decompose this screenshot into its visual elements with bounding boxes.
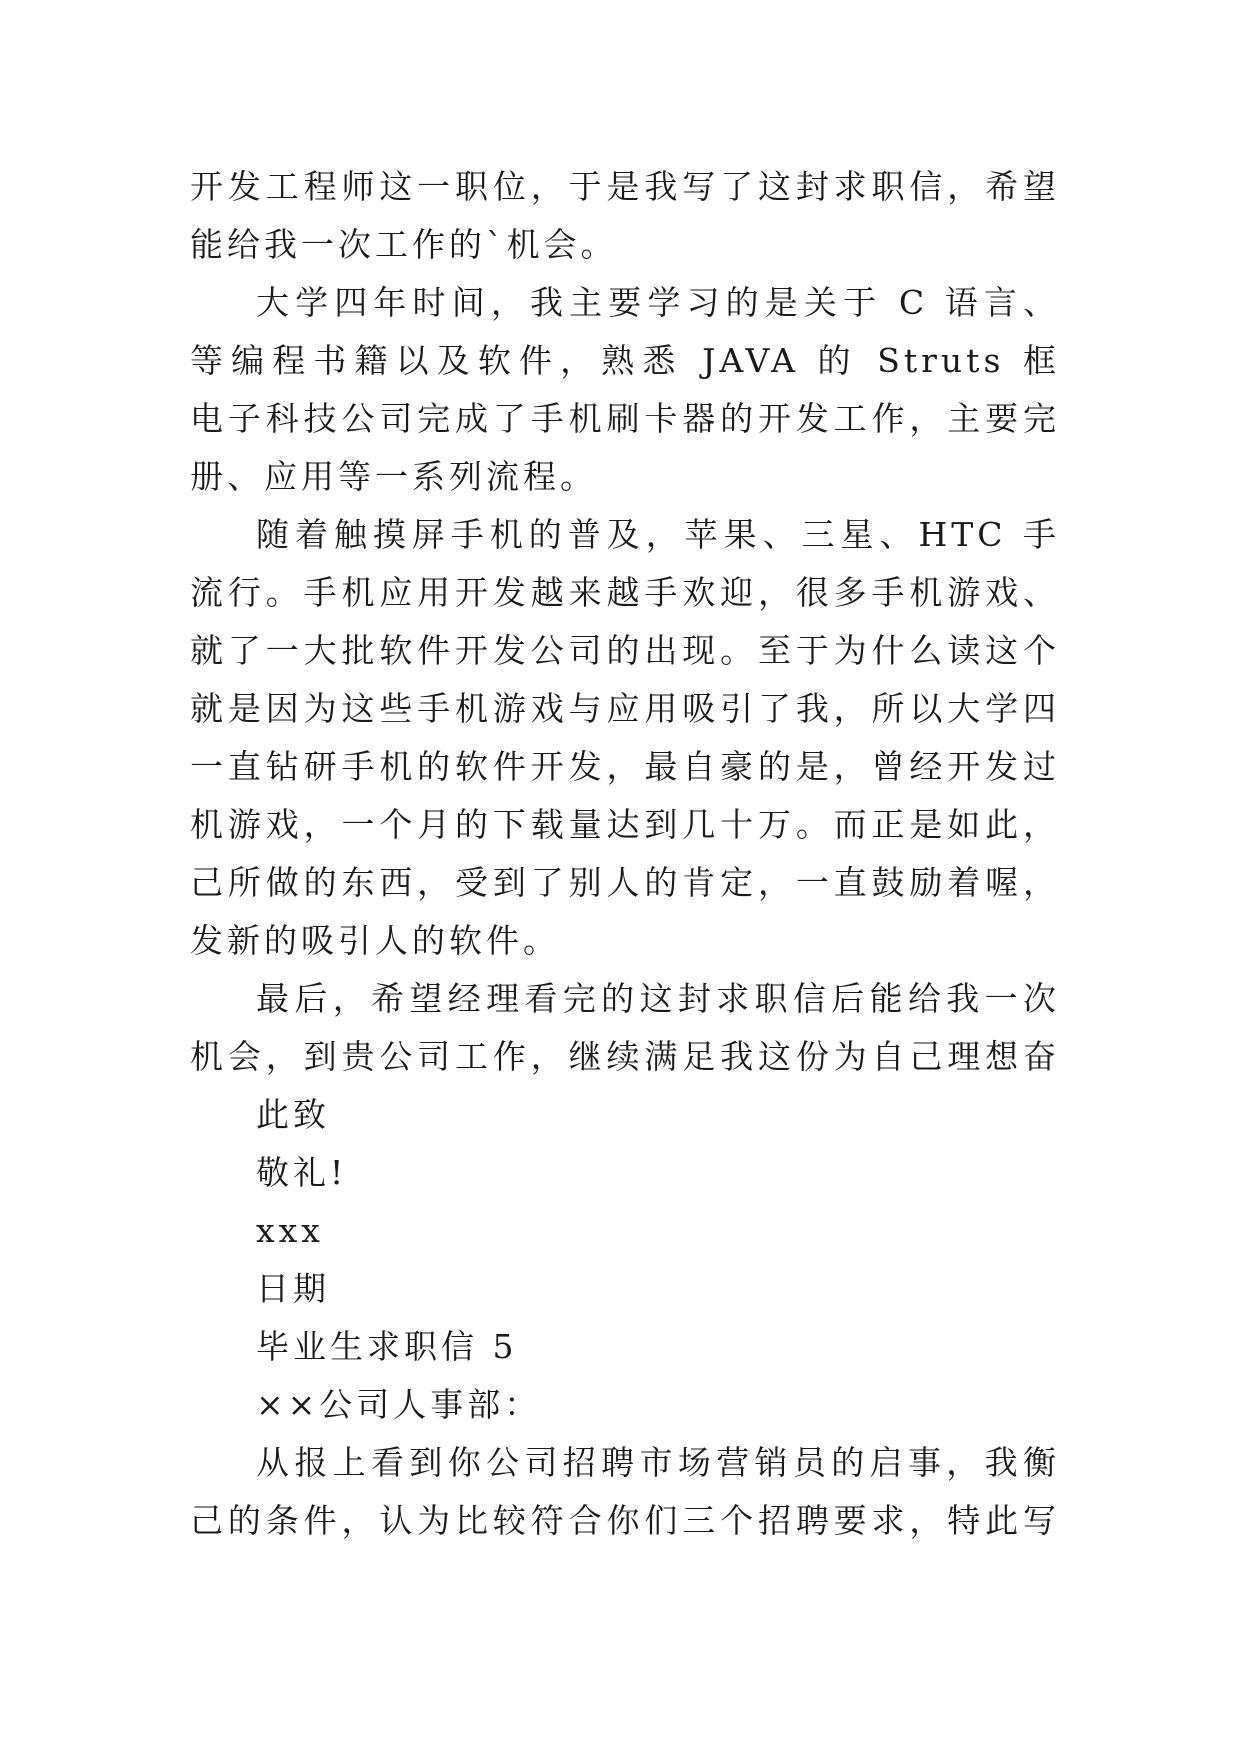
letter-body bbox=[190, 158, 1060, 1550]
text-line: 己的条件，认为比较符合你们三个招聘要求，特此写 bbox=[190, 1501, 1060, 1540]
text-line: 等编程书籍以及软件，熟悉 JAVA 的 Struts 框 bbox=[190, 341, 1060, 380]
text-line: 从报上看到你公司招聘市场营销员的启事，我衡 bbox=[256, 1443, 1060, 1482]
closing-regards: 敬礼! bbox=[256, 1153, 348, 1192]
letter-recipient: ××公司人事部： bbox=[256, 1385, 542, 1424]
closing-salutation: 此致 bbox=[256, 1095, 330, 1134]
text-line: 流行。手机应用开发越来越手欢迎，很多手机游戏、 bbox=[190, 573, 1060, 612]
text-line: 开发工程师这一职位，于是我写了这封求职信，希望 bbox=[190, 167, 1060, 206]
text-line: 随着触摸屏手机的普及，苹果、三星、HTC 手 bbox=[256, 515, 1060, 554]
text-line: 最后，希望经理看完的这封求职信后能给我一次 bbox=[256, 979, 1060, 1018]
text-line: 大学四年时间，我主要学习的是关于 C 语言、 bbox=[256, 283, 1060, 322]
text-line: 就是因为这些手机游戏与应用吸引了我，所以大学四 bbox=[190, 689, 1060, 728]
text-line: 册、应用等一系列流程。 bbox=[190, 457, 597, 496]
text-line: 机游戏，一个月的下载量达到几十万。而正是如此， bbox=[190, 805, 1060, 844]
signature-date: 日期 bbox=[256, 1269, 330, 1308]
text-line: 电子科技公司完成了手机刷卡器的开发工作，主要完 bbox=[190, 399, 1060, 438]
text-line: 能给我一次工作的`机会。 bbox=[190, 225, 618, 264]
signature-name: xxx bbox=[256, 1211, 324, 1250]
text-line: 己所做的东西，受到了别人的肯定，一直鼓励着喔， bbox=[190, 863, 1060, 902]
text-line: 一直钻研手机的软件开发，最自豪的是，曾经开发过 bbox=[190, 747, 1060, 786]
text-line: 机会，到贵公司工作，继续满足我这份为自己理想奋 bbox=[190, 1037, 1060, 1076]
text-line: 就了一大批软件开发公司的出现。至于为什么读这个 bbox=[190, 631, 1060, 670]
text-line: 发新的吸引人的软件。 bbox=[190, 921, 560, 960]
section-heading: 毕业生求职信 5 bbox=[256, 1327, 518, 1366]
